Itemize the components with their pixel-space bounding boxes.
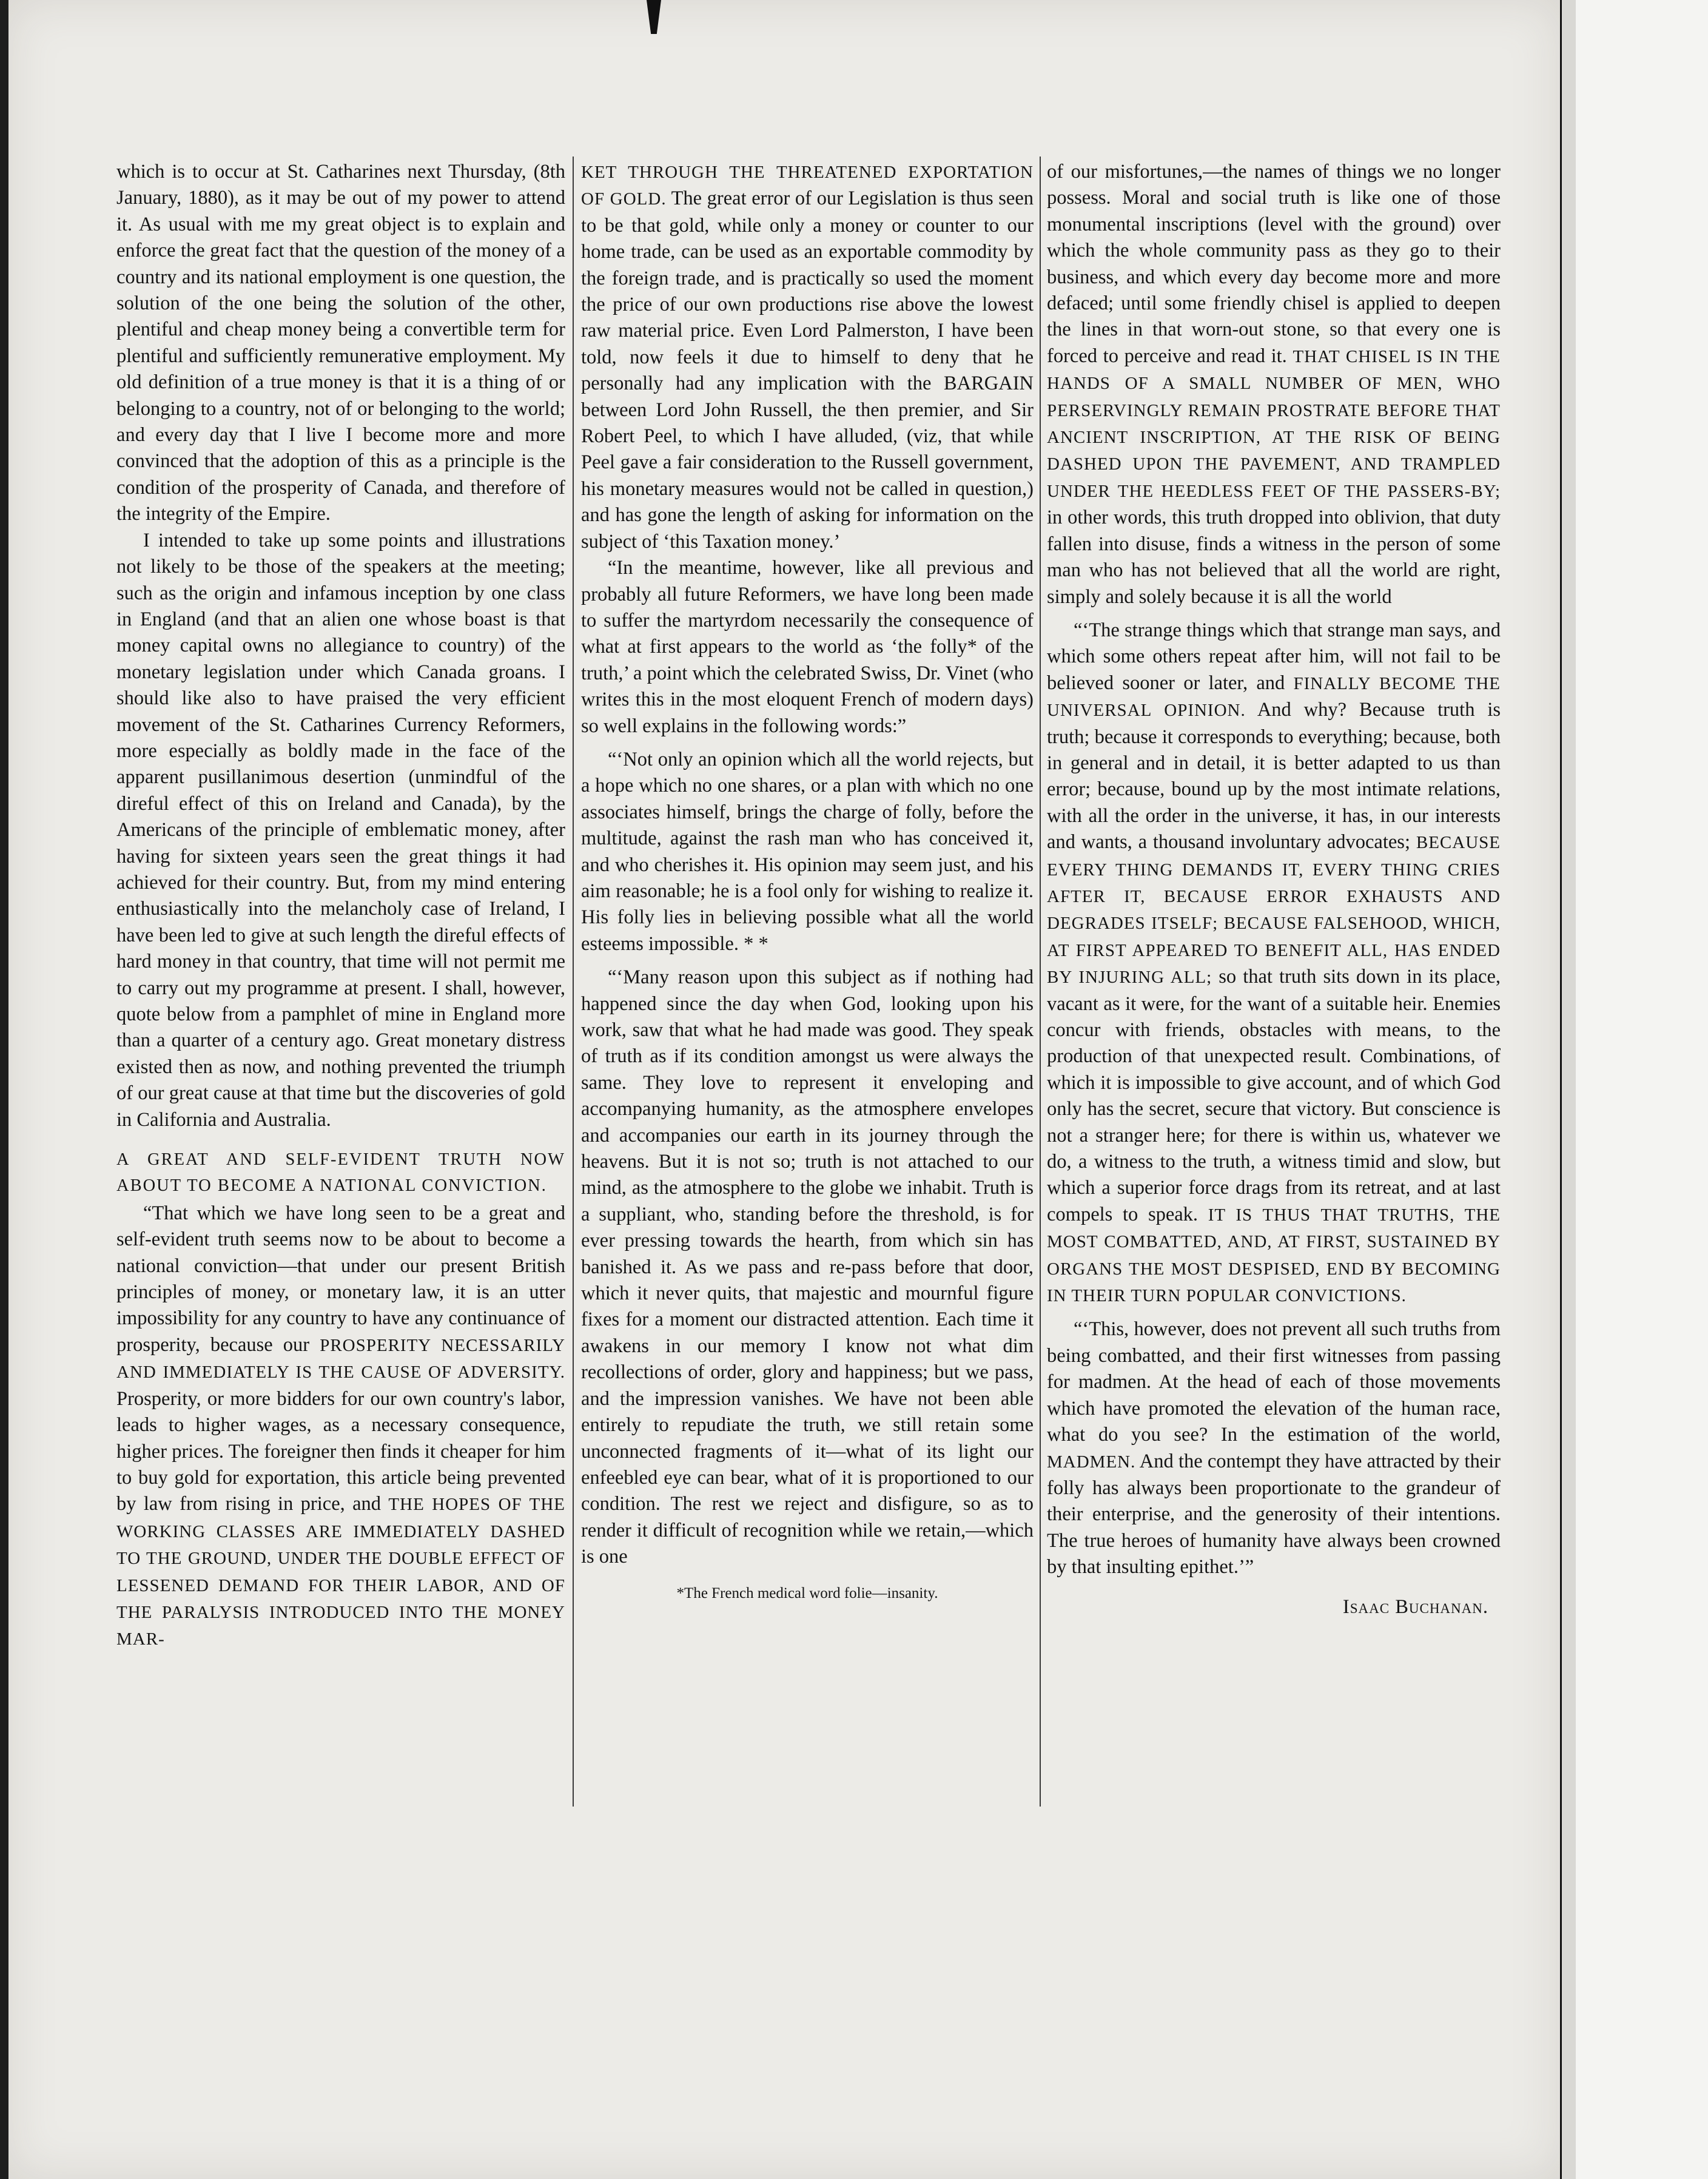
paragraph: “‘Many reason upon this subject as if nothing had happened since the day when God, looking upon his work, saw that what he had made was good. They speak of truth as if its condition amongst us were always the same. They love to represent it enveloping and accompanying humanity, as the atmosphere envelopes and accompanies our earth in its journey through the heavens. But it is not so; truth is not attached to our mind, as the atmosphere to the globe we inhabit. Truth is a suppliant, who, standing before the threshold, is for ever pressing towards the hearth, from which sin has banished it. As we pass and re-pass before that door, which it never quits, that majestic and mournful figure fixes for a moment our distracted attention. Each time it awakens in our memory I know not what dim recollections of order, glory and happiness; but we pass, and the impression vanishes. We have not been able entirely to repudiate the truth, we still retain some unconnected fragments of it—what of its light our enfeebled eye can bear, what of it is proportioned to our condition. The rest we reject and disfigure, so as to render it difficult of recognition while we retain,—which is one [581, 966, 1034, 1568]
small-caps-run: THE HOPES OF THE WORKING CLASSES ARE IMMEDIATELY DASHED TO THE GROUND, UNDER THE DOUBLE EFFECT OF LESSENED DEMAND FOR THEIR LABOR, AND OF THE PARALYSIS INTRODUCED INTO THE MONEY MAR- [116, 1495, 565, 1649]
paragraph [116, 1201, 565, 1653]
scan-background [1576, 0, 1708, 2179]
section-heading: A GREAT AND SELF-EVIDENT TRUTH NOW ABOUT TO BECOME A NATIONAL CONVICTION. [116, 1150, 565, 1196]
column-middle [581, 159, 1034, 1606]
paragraph [1047, 159, 1501, 610]
binding-mark [647, 0, 661, 34]
small-caps-run: KET THROUGH THE THREATENED EXPORTATION OF GOLD. [581, 163, 1034, 209]
text-run: “‘The strange things which that strange man says, and which some others repeat after him, will not fail to be believed sooner or later, and [1047, 619, 1501, 694]
small-caps-run: MADMEN. [1047, 1452, 1136, 1472]
small-caps-run: THAT CHISEL IS IN THE HANDS OF A SMALL NUMBER OF MEN, WHO PERSERVINGLY REMAIN PROSTRATE BEFORE THAT ANCIENT INSCRIPTION, AT THE RISK OF BEING DASHED UPON THE PAVEMENT, AND TRAMPLED UNDER THE HEEDLESS FEET OF THE PASSERS-BY; [1047, 346, 1501, 501]
paragraph [1047, 1316, 1501, 1580]
small-caps-run: BECAUSE EVERY THING DEMANDS IT, EVERY THING CRIES AFTER IT, BECAUSE ERROR EXHAUSTS AND DEGRADES ITSELF; BECAUSE FALSEHOOD, WHICH, AT FIRST APPEARED TO BENEFIT ALL, HAS ENDED BY INJURING ALL; [1047, 833, 1501, 988]
text-run: of our misfortunes,—the names of things we no longer possess. Moral and social truth is like one of those monumental inscriptions (level with the ground) over which the whole community pass as they go to their business, and which every day become more and more defaced; until some friendly chisel is applied to deepen the lines in that worn-out stone, so that every one is forced to perceive and read it. [1047, 161, 1501, 367]
text-run: And why? Because truth is truth; because it corresponds to everything; because, both in general and in detail, it is better adapted to us than error; because, bound up by the most intimate relations, with all the order in the universe, it has, in our interests and wants, a thousand involuntary advocates; [1047, 699, 1501, 854]
small-caps-run: PROSPERITY NECESSARILY AND IMMEDIATELY IS THE CAUSE OF ADVERSITY. [116, 1335, 566, 1383]
page-edge-strip [1560, 0, 1578, 2179]
paragraph [1047, 618, 1501, 1310]
text-run: “‘This, however, does not prevent all such truths from being combatted, and their first witnesses from passing for madmen. At the head of each of those movements which have promoted the elevation of the human race, what do you see? In the estimation of the world, [1047, 1318, 1501, 1446]
text-run: And the contempt they have attracted by their folly has always been proportionate to the grandeur of their enterprise, and the generosity of their intentions. The true heroes of humanity have always been crowned by that insulting epithet.’” [1047, 1450, 1501, 1578]
document-page [8, 0, 1560, 2179]
small-caps-run: FINALLY BECOME THE UNIVERSAL OPINION. [1047, 673, 1501, 721]
text-run: in other words, this truth dropped into oblivion, that duty fallen into disuse, finds a witness in the person of some man who has not believed that all the world are right, simply and solely because it is all the world [1047, 507, 1501, 608]
text-run: The great error of our Legislation is thus seen to be that gold, while only a money or counter to our home trade, can be used as an exportable commodity by the foreign trade, and is practically so used the moment the price of our own productions rise above the lowest raw material price. Even Lord Palmerston, I have been told, now feels it due to himself to deny that he personally had any implication with the BARGAIN between Lord John Russell, the then premier, and Sir Robert Peel, to which I have alluded, (viz, that while Peel gave a fair consideration to the Russell government, his monetary measures would not be called in question,) and has gone the length of asking for information on the subject of ‘this Taxation money.’ [581, 187, 1034, 553]
text-run: “That which we have long seen to be a great and self-evident truth seems now to be about to become a national conviction—that under our present British principles of money, or monetary law, it is an utter impossibility for any country to have any continuance of prosperity, because our [116, 1202, 565, 1356]
paragraph [581, 159, 1034, 555]
paragraph: “‘Not only an opinion which all the world rejects, but a hope which no one shares, or a plan with which no one associates himself, brings the charge of folly, before the multitude, against the rash man who has conceived it, and who cherishes it. His opinion may seem just, and his aim reasonable; he is a fool only for wishing to realize it. His folly lies in believing possible what all the world esteems impossible. * * [581, 748, 1034, 955]
text-run: Prosperity, or more bidders for our own country's labor, leads to higher wages, as a necessary consequence, higher prices. The foreigner then finds it cheaper for him to buy gold for exportation, this article being prevented by law from rising in price, and [116, 1387, 565, 1515]
text-run: so that truth sits down in its place, vacant as it were, for the want of a suitable heir. Enemies concur with friends, obstacles with means, to the production of that unexpected result. Combinations, of which it is impossible to give account, and of which God only has the secret, secure that victory. But conscience is not a stranger here; for there is within us, whatever we do, a witness to the truth, a witness timid and slow, but which a superior force drags from its retreat, and at last compels to speak. [1047, 966, 1501, 1225]
small-caps-run: IT IS THUS THAT TRUTHS, THE MOST COMBATTED, AND, AT FIRST, SUSTAINED BY ORGANS THE MOST DESPISED, END BY BECOMING IN THEIR TURN POPULAR CONVICTIONS. [1047, 1205, 1501, 1306]
paragraph: “In the meantime, however, like all previous and probably all future Reformers, we have long been made to suffer the martyrdom necessarily the consequence of what at first appears to the world as ‘the folly* of the truth,’ a point which the celebrated Swiss, Dr. Vinet (who writes this in the most eloquent French of modern days) so well explains in the following words:” [581, 557, 1034, 737]
footnote: *The French medical word folie—insanity. [676, 1585, 938, 1601]
paragraph: which is to occur at St. Catharines next Thursday, (8th January, 1880), as it may be out of my power to attend it. As usual with me my great object is to explain and enforce the great fact that the question of the money of a country and its national employment is one question, the solution of the one being the solution of the other, plentiful and cheap money being a convertible term for plentiful and sufficiently remunerative employment. My old definition of a true money is that it is a thing of or belonging to a country, not of or belonging to the world; and every day that I live I become more and more convinced that the adoption of this as a principle is the condition of the prosperity of Canada, and therefore of the integrity of the Empire. [116, 161, 565, 525]
column-rule [573, 157, 574, 1807]
column-right [1047, 159, 1501, 1620]
paragraph: I intended to take up some points and illustrations not likely to be those of the speakers at the meeting; such as the origin and infamous inception by one class in England (and that an alien one whose boast is that money capital owns no allegiance to country) of the monetary legislation under which Canada groans. I should like also to have praised the very efficient movement of the St. Catharines Currency Reformers, more especially as boldly made in the face of the apparent pusillanimous desertion (unmindful of the direful effect of this on Ireland and Canada), by the Americans of the principle of emblematic money, after having for sixteen years seen the great things it had achieved for their country. But, from my mind entering enthusiastically into the melancholy case of Ireland, I have been led to give at such length the direful effects of hard money in that country, that time will not permit me to carry out my programme at present. I shall, however, quote below from a pamphlet of mine in England more than a quarter of a century ago. Great monetary distress existed then as now, and nothing prevented the triumph of our great cause at that time but the discoveries of gold in California and Australia. [116, 529, 565, 1131]
column-left [116, 159, 565, 1653]
author-signature: Isaac Buchanan. [1342, 1595, 1488, 1618]
column-rule [1040, 157, 1041, 1807]
